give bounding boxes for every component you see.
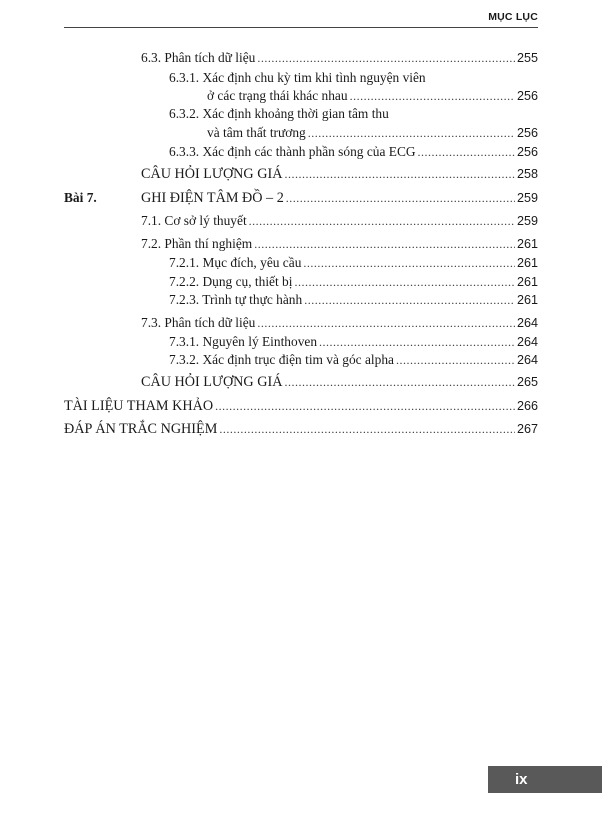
toc-entry-text: ĐÁP ÁN TRẮC NGHIỆM	[64, 421, 218, 437]
toc-entry-text: 7.2. Phần thí nghiệm	[141, 236, 253, 251]
toc-entry-text: 7.2.1. Mục đích, yêu cầu	[169, 255, 302, 270]
toc-page-number: 266	[516, 399, 538, 413]
toc-entry-text: ở các trạng thái khác nhau	[207, 88, 348, 103]
toc-page-number: 256	[516, 89, 538, 103]
toc-entry-6-3-1[interactable]	[207, 88, 538, 104]
dot-leader	[284, 374, 515, 390]
toc-page-number: 267	[516, 422, 538, 436]
toc-entry-text: 6.3. Phân tích dữ liệu	[141, 50, 256, 65]
toc-page-number: 259	[516, 214, 538, 228]
toc-entry-6-3-3[interactable]	[169, 144, 538, 160]
dot-leader	[219, 421, 515, 437]
toc-page-number: 261	[516, 237, 538, 251]
dot-leader	[257, 50, 515, 66]
dot-leader	[286, 190, 515, 206]
page-header-title: MỤC LỤC	[488, 11, 538, 23]
toc-entry-6-3[interactable]	[141, 50, 538, 66]
toc-entry-text: GHI ĐIỆN TÂM ĐỒ – 2	[141, 190, 284, 206]
toc-page-number: 258	[516, 167, 538, 181]
page-number-tab: ix	[488, 766, 602, 793]
toc-entry-text: TÀI LIỆU THAM KHẢO	[64, 398, 214, 414]
toc-page-number: 256	[516, 126, 538, 140]
toc-entry-6-3-1-line1[interactable]: 6.3.1. Xác định chu kỳ tim khi tình nguyện viên	[169, 70, 426, 85]
toc-page-number: 259	[516, 191, 538, 205]
dot-leader	[319, 334, 515, 350]
toc-entry-text: 7.2.3. Trình tự thực hành	[169, 292, 303, 307]
toc-entry-text: và tâm thất trương	[207, 125, 306, 140]
toc-entry-7-2-3[interactable]	[169, 292, 538, 308]
dot-leader	[396, 352, 515, 368]
dot-leader	[294, 274, 515, 290]
toc-page-number: 261	[516, 256, 538, 270]
dot-leader	[303, 255, 515, 271]
header-rule	[64, 27, 538, 28]
chapter-label-bai-7: Bài 7.	[64, 190, 97, 205]
toc-page-number: 265	[516, 375, 538, 389]
toc-entry-6-3-2-line1[interactable]: 6.3.2. Xác định khoảng thời gian tâm thu	[169, 106, 389, 121]
toc-entry-text: CÂU HỎI LƯỢNG GIÁ	[141, 166, 283, 182]
toc-entry-6-3-2[interactable]	[207, 125, 538, 141]
dot-leader	[215, 398, 515, 414]
dot-leader	[254, 236, 515, 252]
toc-entry-review-questions-7[interactable]	[141, 374, 538, 390]
dot-leader	[249, 213, 515, 229]
toc-page-number: 264	[516, 316, 538, 330]
toc-entry-review-questions-6[interactable]	[141, 166, 538, 182]
toc-entry-7-2-2[interactable]	[169, 274, 538, 290]
toc-entry-text: 7.3.2. Xác định trục điện tim và góc alpha	[169, 352, 394, 367]
toc-entry-text: 7.2.2. Dụng cụ, thiết bị	[169, 274, 293, 289]
toc-entry-7-3[interactable]	[141, 315, 538, 331]
toc-page-number: 264	[516, 335, 538, 349]
toc-page-number: 255	[516, 51, 538, 65]
toc-page-number: 264	[516, 353, 538, 367]
toc-entry-text: 7.3.1. Nguyên lý Einthoven	[169, 334, 318, 349]
toc-entry-7-1[interactable]	[141, 213, 538, 229]
toc-entry-7-3-2[interactable]	[169, 352, 538, 368]
toc-entry-7-2-1[interactable]	[169, 255, 538, 271]
toc-entry-text: 7.1. Cơ sở lý thuyết	[141, 213, 247, 228]
toc-entry-text: 7.3. Phân tích dữ liệu	[141, 315, 256, 330]
toc-entry-answer-key[interactable]	[64, 421, 538, 437]
toc-entry-references[interactable]	[64, 398, 538, 414]
toc-entry-7-2[interactable]	[141, 236, 538, 252]
dot-leader	[350, 88, 515, 104]
dot-leader	[304, 292, 515, 308]
toc-entry-text: 6.3.3. Xác định các thành phần sóng của ECG	[169, 144, 416, 159]
toc-entry-bai-7[interactable]	[141, 190, 538, 206]
dot-leader	[284, 166, 515, 182]
toc-entry-7-3-1[interactable]	[169, 334, 538, 350]
dot-leader	[308, 125, 515, 141]
toc-page-number: 256	[516, 145, 538, 159]
dot-leader	[418, 144, 515, 160]
toc-entry-text: CÂU HỎI LƯỢNG GIÁ	[141, 374, 283, 390]
dot-leader	[257, 315, 515, 331]
toc-page-number: 261	[516, 275, 538, 289]
toc-page-number: 261	[516, 293, 538, 307]
